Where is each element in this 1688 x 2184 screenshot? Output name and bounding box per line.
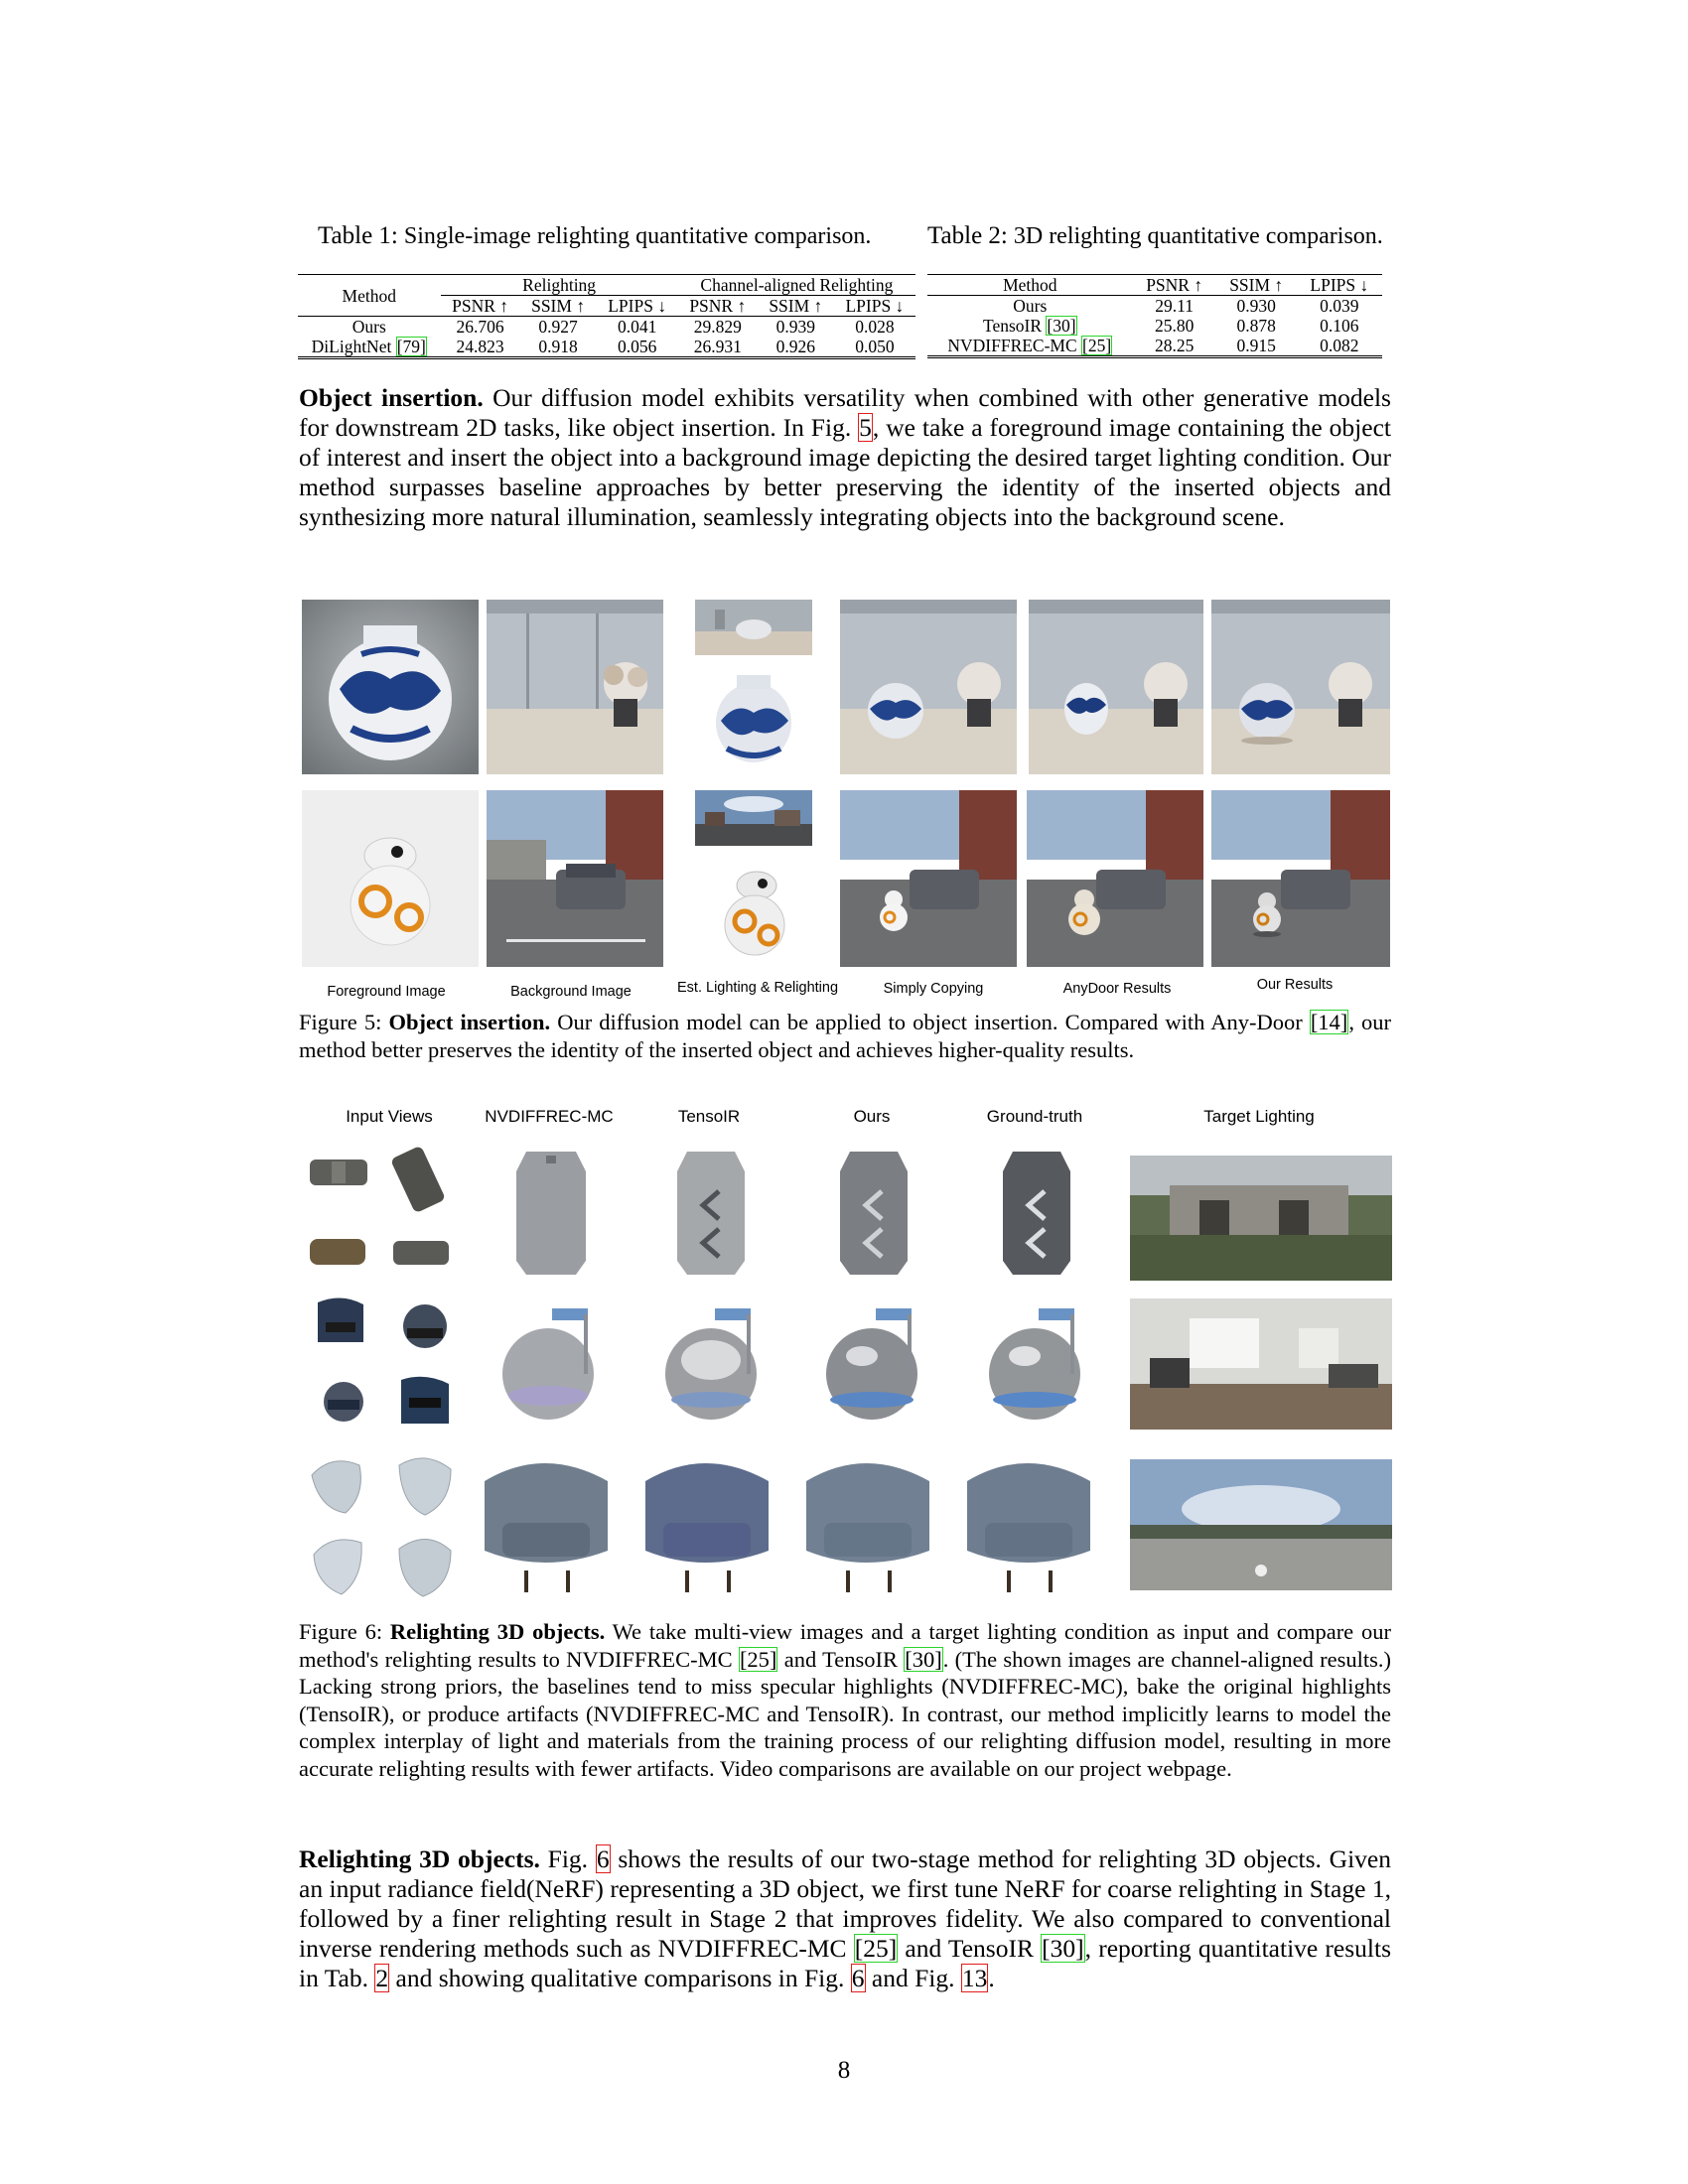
fig6-tensoir-canister [671,1142,751,1281]
fig6-label-target-lighting: Target Lighting [1203,1107,1315,1126]
fig5-foreground-bb8 [302,790,479,967]
citation-link[interactable]: [79] [396,337,426,356]
fig5-ours-bb8-street [1211,790,1390,967]
table2-value-cell: 0.082 [1320,336,1359,355]
fig6-tensoir-helmet [655,1300,771,1439]
fig6-input-views-canister [302,1142,461,1291]
fig6-tensoir-chair [635,1451,778,1600]
table2-header: LPIPS ↓ [1310,275,1369,295]
fig6-input-views-chair [302,1445,463,1604]
table2-method-cell: TensoIR [30] [983,316,1076,336]
fig5-anydoor-vase-office [1029,600,1203,774]
fig5-lighting-panorama-street [695,790,812,846]
table2-value-cell: 0.878 [1236,316,1276,336]
fig5-copy-bb8-street [840,790,1017,967]
fig5-background-office [487,600,663,774]
citation-link[interactable]: [25] [739,1646,777,1672]
table2-value-cell: 29.11 [1155,296,1195,316]
fig6-label-nvdiffrec: NVDIFFREC-MC [485,1107,614,1126]
figure-ref-link[interactable]: 5 [859,413,872,442]
table2-caption: Table 2: 3D relighting quantitative comparison. [927,222,1383,249]
table2-header: Method [1003,275,1057,295]
table1-method-cell: Ours [352,317,386,337]
object-insertion-paragraph: Object insertion. Our diffusion model exhibits versatility when combined with other generative models for downstream 2D tasks, like object insertion. In Fig. 5, we take a foreground image containing the object of interest and insert the object into a background image depicting the desired target lighting condition. Our method surpasses baseline approaches by better preserving the identity of the inserted objects and synthesizing more natural illumination, seamlessly integrating objects into the background scene. [299,383,1391,531]
table1-value-cell: 0.041 [617,317,657,337]
fig6-label-ground-truth: Ground-truth [986,1107,1083,1126]
citation-link[interactable]: [25] [1082,336,1112,355]
table1-value-cell: 0.050 [855,337,895,356]
fig6-nvdiffrec-helmet [492,1300,608,1439]
table-row [927,336,1382,357]
fig5-label-simply-copying: Simply Copying [883,981,984,997]
figure-ref-link[interactable]: 6 [851,1964,865,1992]
table1-value-cell: 29.829 [693,317,742,337]
fig6-ours-chair [796,1451,939,1600]
fig6-ground-truth-chair [957,1451,1100,1600]
citation-link[interactable]: [30] [1042,1934,1084,1963]
citation-link[interactable]: [30] [1047,316,1076,336]
table-ref-link[interactable]: 2 [375,1964,389,1992]
table1-method-cell: DiLightNet [79] [311,337,426,356]
fig6-label-ours: Ours [853,1107,891,1126]
fig6-ground-truth-helmet [979,1300,1094,1439]
table1-group-relighting: Relighting [441,275,678,296]
table1-method-header: Method [342,285,396,306]
fig6-nvdiffrec-canister [508,1142,594,1281]
table1-group-channel-aligned: Channel-aligned Relighting [678,275,915,296]
table2-method-cell: Ours [1013,296,1048,316]
fig5-copy-vase-office [840,600,1017,774]
table1-value-cell: 0.926 [775,337,815,356]
table2-value-cell: 0.106 [1320,316,1359,336]
fig6-target-lighting-ruins [1130,1156,1392,1281]
fig6-target-lighting-plaza [1130,1459,1392,1590]
table-row [927,296,1382,317]
table1-value-cell: 0.927 [538,317,578,337]
fig5-relit-bb8 [707,856,802,963]
table1-value-cell: 24.823 [456,337,504,356]
citation-link[interactable]: [14] [1310,1010,1348,1034]
fig6-target-lighting-room [1130,1298,1392,1430]
figure6-caption: Figure 6: Relighting 3D objects. We take multi-view images and a target lighting condition as input and compare our method's relighting results to NVDIFFREC-MC [25] and TensoIR [30]. (The shown images are channel-aligned results.) Lacking strong priors, the baselines tend to miss specular highlights (NVDIFFREC-MC), bake the original highlights (TensoIR), or produce artifacts (NVDIFFREC-MC and TensoIR). In contrast, our method implicitly learns to model the complex interplay of light and materials from the training process of our relighting diffusion model, resulting in more accurate relighting results with fewer artifacts. Video comparisons are available on our project webpage. [299,1619,1392,1781]
table1-value-cell: 0.028 [855,317,895,337]
fig5-foreground-vase [302,600,479,774]
fig6-label-input-views: Input Views [346,1107,433,1126]
table1-value-cell: 0.939 [775,317,815,337]
table2-method-cell: NVDIFFREC-MC [25] [947,336,1112,355]
citation-link[interactable]: [30] [905,1646,942,1672]
table1-metric: LPIPS ↓ [608,296,667,316]
table1-value-cell: 26.706 [456,317,504,337]
fig5-label-anydoor: AnyDoor Results [1062,981,1172,997]
table1-value-cell: 0.056 [617,337,657,356]
table2-value-cell: 0.915 [1236,336,1276,355]
fig6-ground-truth-canister [997,1142,1076,1281]
relighting-3d-paragraph: Relighting 3D objects. Fig. 6 shows the results of our two-stage method for relighting 3D objects. Given an input radiance field(NeRF) representing a 3D object, we first tune NeRF for coarse relighting in Stage 1, followed by a finer relighting result in Stage 2 that improves fidelity. We also compared to conventional inverse rendering methods such as NVDIFFREC-MC [25] and TensoIR [30], reporting quantitative results in Tab. 2 and showing qualitative comparisons in Fig. 6 and Fig. 13. [299,1844,1391,1992]
fig5-background-street [487,790,663,967]
figure-ref-link[interactable]: 13 [961,1964,988,1992]
table1-metric: SSIM ↑ [769,296,823,316]
table1-value-cell: 26.931 [693,337,742,356]
figure-ref-link[interactable]: 6 [596,1844,610,1873]
table1 [298,274,915,359]
table-row [298,337,915,358]
table1-metric: PSNR ↑ [689,296,747,316]
table1-metric: SSIM ↑ [531,296,586,316]
table1-value-cell: 0.918 [538,337,578,356]
table2-header: SSIM ↑ [1229,275,1284,295]
table-row [927,316,1382,336]
fig5-label-ours: Our Results [1256,977,1334,993]
fig5-lighting-panorama-indoor [695,600,812,655]
table2-value-cell: 0.930 [1236,296,1276,316]
fig5-ours-vase-office [1211,600,1390,774]
page-number: 8 [837,2057,851,2084]
fig6-label-tensoir: TensoIR [677,1107,741,1126]
fig6-ours-helmet [816,1300,931,1439]
table2-value-cell: 28.25 [1154,336,1195,355]
table1-metric: LPIPS ↓ [845,296,905,316]
fig5-label-background: Background Image [510,984,632,1000]
table2-value-cell: 0.039 [1320,296,1359,316]
table2 [927,274,1382,358]
figure5-caption: Figure 5: Object insertion. Our diffusion model can be applied to object insertion. Compared with Any-Door [14], our method better preserves the identity of the inserted object and achieves higher-quality results. [299,1010,1392,1062]
fig5-relit-vase [699,661,808,770]
citation-link[interactable]: [25] [854,1934,898,1963]
table2-value-cell: 25.80 [1154,316,1195,336]
fig5-label-est-lighting: Est. Lighting & Relighting [676,980,839,996]
fig6-ours-canister [834,1142,914,1281]
table-row [298,317,915,338]
fig6-input-views-helmet [302,1293,461,1441]
fig5-anydoor-bb8-street [1027,790,1203,967]
table2-header: PSNR ↑ [1146,275,1203,295]
fig6-nvdiffrec-chair [475,1451,618,1600]
table1-metric: PSNR ↑ [452,296,509,316]
fig5-label-foreground: Foreground Image [327,984,446,1000]
table1-caption: Table 1: Single-image relighting quantitative comparison. [318,222,872,249]
